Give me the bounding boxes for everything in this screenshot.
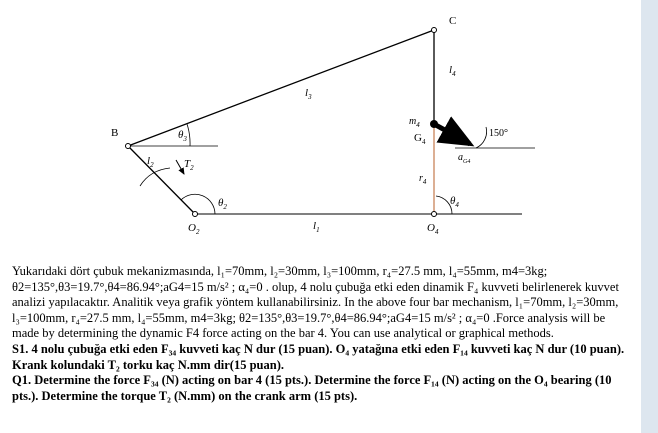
label-l2: $l_2$ [147, 155, 154, 169]
label-m4: $m_4$ [409, 116, 420, 129]
problem-description: Yukarıdaki dört çubuk mekanizmasında, l₁=70mm, l₂=30mm, l₃=100mm, r₄=27.5 mm, l₄=55mm, m4=3kg; θ2=135°,θ3=19.7°,θ4=86.94°;aG4=15 m/s² ; α₄=0 . olup, 4 nolu çubuğa etki eden dinamik F₄ kuvveti belirlenerek kuvvet analizi yapılacaktır. Analitik veya grafik yöntem kullanabilirsiniz. In the above four bar mechanism, l₁=70mm, l₂=30mm, l₃=100mm, r₄=27.5 mm, l₄=55mm, m4=3kg; θ2=135°,θ3=19.7°,θ4=86.94°;aG4=15 m/s² ; α₄=0 .Force analysis will be made by determining the dynamic F4 force acting on the bar 4. You can use analytical or graphical methods. [12, 264, 619, 341]
coupler-link-l3 [128, 30, 434, 146]
crank-link-l2 [128, 146, 195, 214]
pivot-o4 [432, 212, 437, 217]
label-t2: $T_2$ [184, 158, 194, 172]
label-150: 150° [489, 128, 508, 139]
label-ag4: $a_{G4}$ [458, 152, 471, 165]
angle-arc-150 [476, 127, 487, 148]
question-english: Q1. Determine the force F₃₄ (N) acting on bar 4 (15 pts.). Determine the force F₁₄ (N) acting on the O₄ bearing (10 pts.). Determine the torque T₂ (N.mm) on the crank arm (15 pts). [12, 373, 612, 403]
label-b: B [111, 127, 119, 139]
label-theta4: $\theta_4$ [450, 195, 459, 209]
label-g4: $G_4$ [414, 132, 426, 146]
theta3-arc [187, 124, 190, 146]
label-theta3: $\theta_3$ [178, 129, 187, 143]
label-l3: $l_3$ [305, 87, 312, 101]
joint-c [432, 28, 437, 33]
question-turkish: S1. 4 nolu çubuğa etki eden F₃₄ kuvveti kaç N dur (15 puan). O₄ yatağına etki eden F₁₄ kuvveti kaç N dur (10 puan). Krank kolundaki T₂ torku kaç N.mm dir(15 puan). [12, 341, 625, 372]
label-l1: $l_1$ [313, 220, 320, 234]
problem-text [12, 264, 634, 404]
label-l4: $l_4$ [449, 64, 456, 78]
acceleration-arrow [434, 124, 470, 144]
label-o4: $O_4$ [427, 222, 439, 236]
label-theta2: $\theta_2$ [218, 197, 227, 211]
pivot-o2 [193, 212, 198, 217]
label-c: C [449, 15, 457, 27]
right-scroll-panel [641, 0, 658, 433]
torque-arrow-t2 [176, 160, 184, 174]
joint-b [126, 144, 131, 149]
label-r4: $r_4$ [419, 173, 427, 186]
label-o2: $O_2$ [188, 222, 200, 236]
